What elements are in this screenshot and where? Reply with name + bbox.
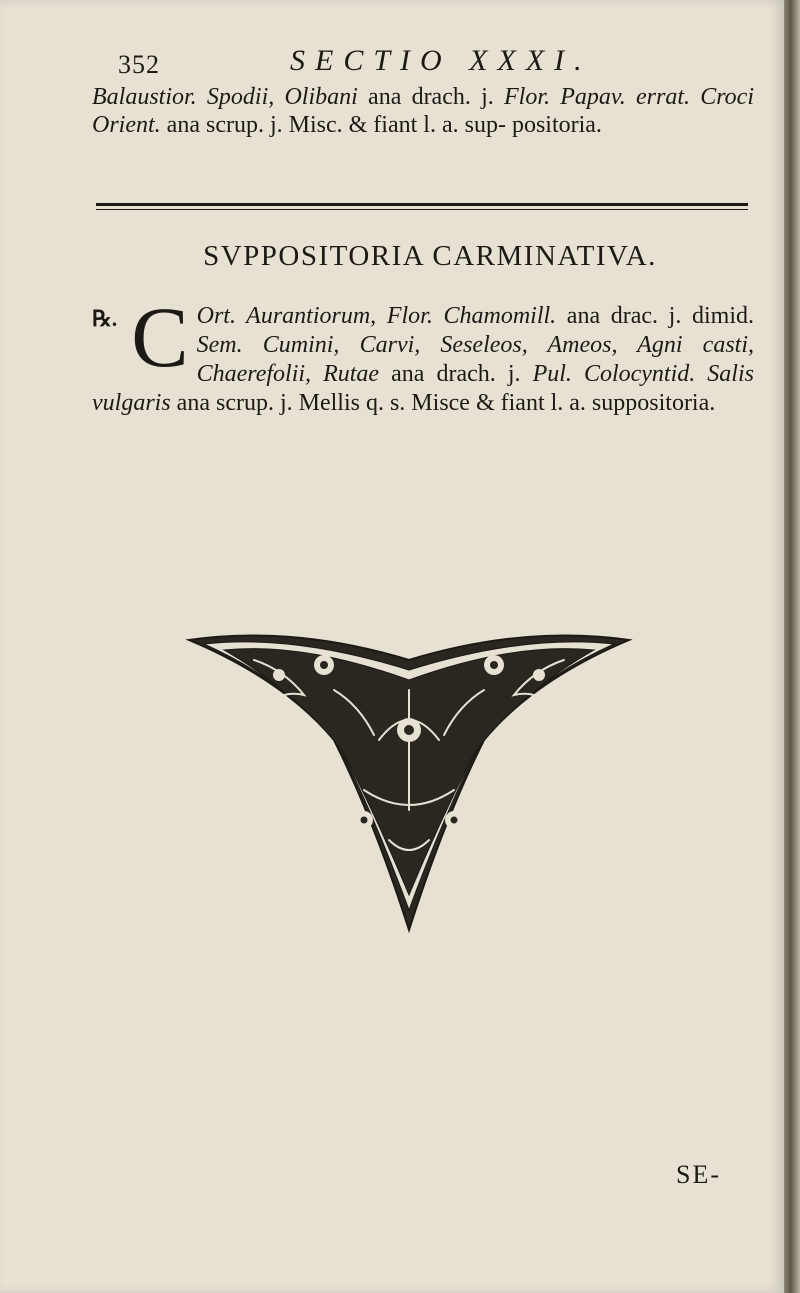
recipe-text-segment: Aurantiorum, Flor. Chamomill. [246,303,557,329]
section-divider-rule [96,203,748,206]
recipe-text-segment: Sem. Cumini, Carvi, Seseleos, Ameos, Agni casti, Chaerefolii, Rutae [196,332,754,387]
previous-recipe-ending [92,83,754,139]
instruction-text: ana scrup. j. Misc. & fiant l. a. sup- [160,112,506,138]
running-head [118,44,598,84]
recipe-text-segment: ana scrup. j. Mellis q. s. Misce & fiant l. a. suppositoria. [170,390,716,416]
section-divider-rule-thin [96,209,748,210]
ingredient-text: errat. Croci Orient. [92,84,755,138]
drop-capital: C [131,289,189,385]
page-edge [784,0,800,1293]
recipe-text-segment: Pul. Colocyntid. Salis vulgaris [92,361,754,416]
section-title: SECTIO XXXI. [290,44,592,77]
recipe-text-segment: ana drac. j. dimid. [556,303,755,329]
recipe-text-segment: Ort. [196,303,247,329]
instruction-text: positoria. [511,112,602,138]
catchword: SE- [676,1160,721,1189]
quantity-text: ana drach. j. [357,84,504,110]
ingredient-text: Flor. Papav. [504,84,626,110]
recipe-heading: SVPPOSITORIA CARMINATIVA. [203,240,657,272]
ingredient-text: Balaustior. Spodii, Olibani [92,84,358,110]
recipe-text-segment: ana drach. j. [379,361,533,387]
recipe-symbol-icon: ℞. [92,306,118,331]
page-number: 352 [118,50,160,79]
recipe-body [92,289,755,418]
floral-tailpiece-ornament-icon [184,620,634,940]
